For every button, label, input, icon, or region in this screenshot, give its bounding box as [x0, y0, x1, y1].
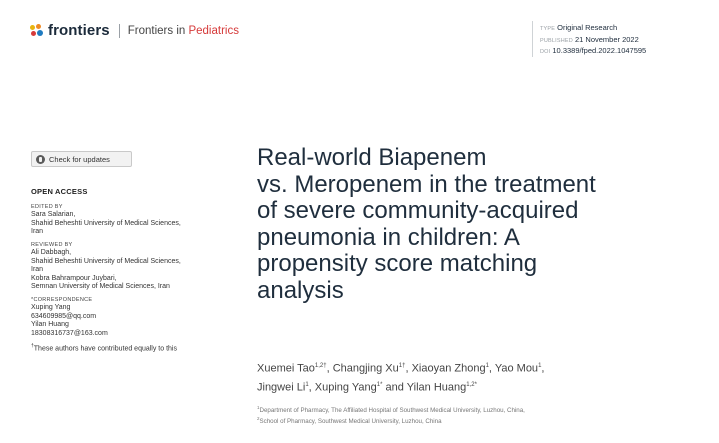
- journal-header: [30, 22, 239, 39]
- author-name[interactable]: Xiaoyan Zhong: [411, 362, 486, 375]
- edited-by-heading: EDITED BY: [31, 203, 63, 210]
- article-title: Real-world Biapenem vs. Meropenem in the treatment of severe community-acquired pneumonia in children: A propensity score matching analysis: [257, 144, 596, 304]
- author-name[interactable]: Yilan Huang: [406, 381, 467, 394]
- correspondence-heading: *CORRESPONDENCE: [31, 296, 93, 303]
- author-name[interactable]: Changjing Xu: [332, 362, 399, 375]
- email-link[interactable]: 18308316737@163.com: [31, 329, 108, 337]
- meta-divider: [532, 21, 533, 57]
- author-list: Xuemei Tao$^{1,2\dagger}$, Changjing $Xu^{1\dagger}$, Xiaoyan Zhong$^1$, Yao Mou$^1$, Jingwei Li$^1$, Xuping Yang$^{1*}$ and Yilan Huang$^{1,2*}$: [257, 362, 545, 394]
- affiliations: $^1$Department of Pharmacy, The Affiliated Hospital of Southwest Medical University, Luzhou, China, $^2$School of Pharmacy, Southwest Medical University, Luzhou, China: [257, 405, 525, 426]
- author-name[interactable]: Xuping Yang: [314, 381, 377, 394]
- doi-link[interactable]: 10.3389/fped.2022.1047595: [552, 46, 647, 55]
- reviewed-by-heading: REVIEWED BY: [31, 241, 73, 248]
- sidebar-info: OPEN ACCESS EDITED BY Sara Salarian, Shahid Beheshti University of Medical Sciences, Iran REVIEWED BY Ali Dabbagh, Shahid Beheshti University of Medical Sciences, Iran Kobra Bahrampour Juybari, Semnan University of Medical Sciences, Iran *CORRESPONDENCE Xuping Yang 634609985@qq.com Yilan Huang 18308316737@163.com †These authors have contributed equally to this: [31, 188, 241, 354]
- author-name[interactable]: Jingwei Li: [257, 381, 306, 394]
- check-updates-button[interactable]: Check for updates: [31, 151, 132, 167]
- article-meta: TYPE Original Research PUBLISHED 21 November 2022 DOI 10.3389/fped.2022.1047595: [540, 23, 647, 55]
- journal-name[interactable]: Frontiers in Pediatrics: [127, 24, 239, 37]
- author-name[interactable]: Xuemei Tao: [257, 362, 315, 375]
- author-name[interactable]: Yao Mou: [494, 362, 539, 375]
- email-link[interactable]: 634609985@qq.com: [31, 312, 97, 320]
- open-access-label: OPEN ACCESS: [31, 187, 88, 196]
- footnote: †These authors have contributed equally to this: [31, 343, 177, 353]
- header-divider: [119, 24, 120, 38]
- brand-name: frontiers: [48, 22, 110, 39]
- check-updates-icon: [36, 155, 45, 164]
- frontiers-logo-icon: [30, 24, 44, 38]
